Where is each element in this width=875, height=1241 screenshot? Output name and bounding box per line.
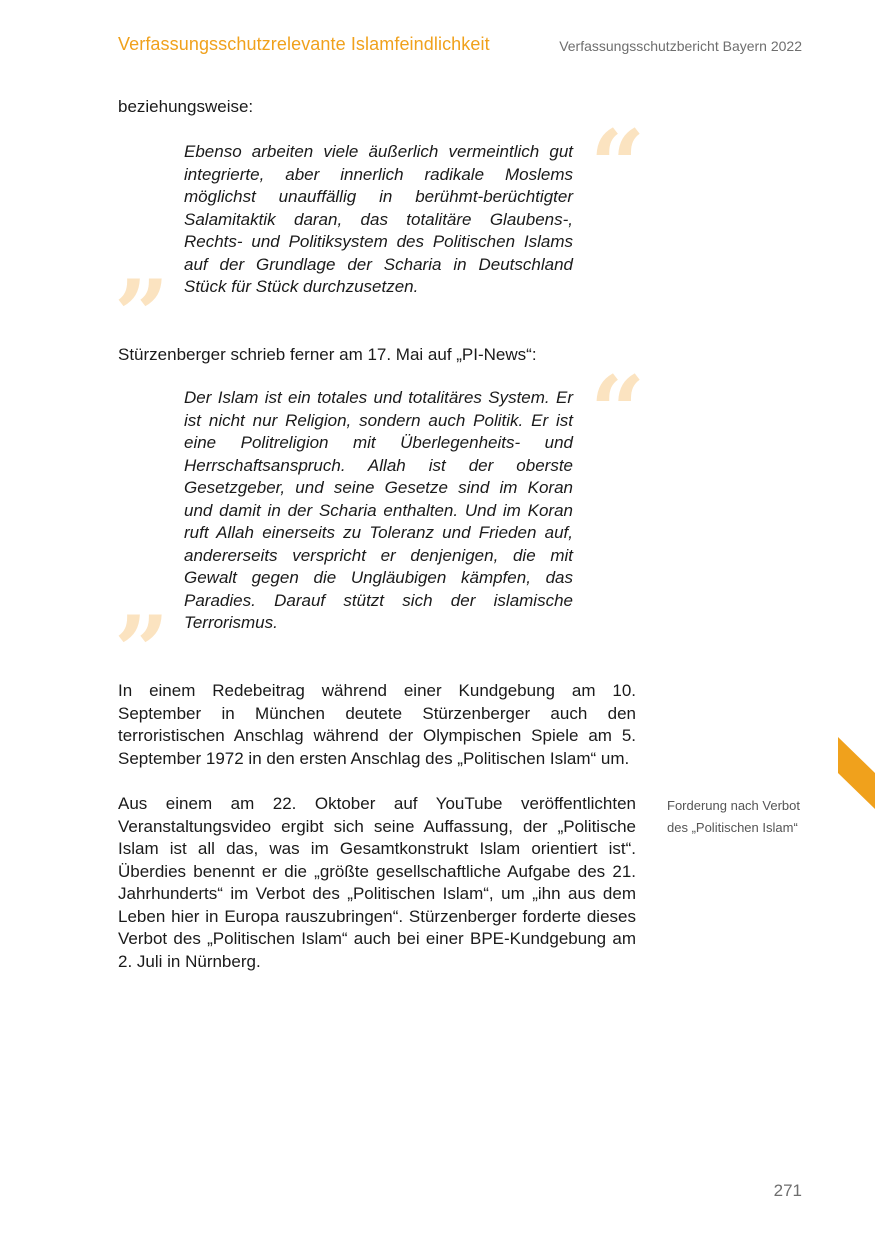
block-quote-1: Ebenso arbeiten viele äußerlich vermeintlich gut integrierte, aber innerlich radikale Moslems möglichst unauffällig in berühmt-berüchtigter Salamitaktik daran, das totalitäre Glaubens-, Rechts- und Politiksystem des Politischen Islams auf der Grundlage der Scharia in Deutschland Stück für Stück durchzusetzen. xyxy=(184,142,573,296)
paragraph-youtube-video: Aus einem am 22. Oktober auf YouTube veröffentlichten Veranstaltungsvideo ergibt sich seine Auffassung, der „Politische Islam ist all das, was im Gesamtkonstrukt Islam orientiert ist“. Überdies benennt er die „größte gesellschaftliche Aufgabe des 21. Jahrhunderts“ im Verbot des „Politischen Islam“, um „ihn aus dem Leben hier in Europa rauszubringen“. Stürzenberger forderte dieses Verbot des „Politischen Islam“ auch bei einer BPE-Kundgebung am 2. Juli in Nürnberg. xyxy=(118,794,636,971)
chapter-tab-marker xyxy=(838,737,875,809)
close-quote-mark-icon: ” xyxy=(114,595,170,708)
block-quote-2: Der Islam ist ein totales und totalitäres System. Er ist nicht nur Religion, sondern auch Politik. Er ist eine Politreligion mit Überlegenheits- und Herrschaftsanspruch. Allah ist der oberste Gesetzgeber, und seine Gesetze sind im Koran und damit in der Scharia enthalten. Und im Koran ruft Allah einerseits zu Toleranz und Frieden auf, andererseits verspricht er denjenigen, die mit Gewalt gegen die Ungläubigen kämpfen, das Paradies. Darauf stützt sich der islamische Terrorismus. xyxy=(184,388,573,632)
page-number: 271 xyxy=(773,1181,802,1200)
section-title: Verfassungsschutzrelevante Islamfeindlichkeit xyxy=(118,34,490,54)
open-quote-mark-icon: “ xyxy=(590,355,646,468)
intro-text: beziehungsweise: xyxy=(118,97,254,116)
report-title: Verfassungsschutzbericht Bayern 2022 xyxy=(559,38,802,54)
margin-note: Forderung nach Verbot des „Politischen Islam“ xyxy=(667,798,800,835)
open-quote-mark-icon: “ xyxy=(590,109,646,222)
quote-2-lead: Stürzenberger schrieb ferner am 17. Mai auf „PI-News“: xyxy=(118,345,537,364)
close-quote-mark-icon: ” xyxy=(114,259,170,372)
paragraph-rally-munich: In einem Redebeitrag während einer Kundgebung am 10. September in München deutete Stürzenberger auch den terroristischen Anschlag während der Olympischen Spiele am 5. September 1972 in den ersten Anschlag des „Politischen Islam“ um. xyxy=(118,681,636,768)
